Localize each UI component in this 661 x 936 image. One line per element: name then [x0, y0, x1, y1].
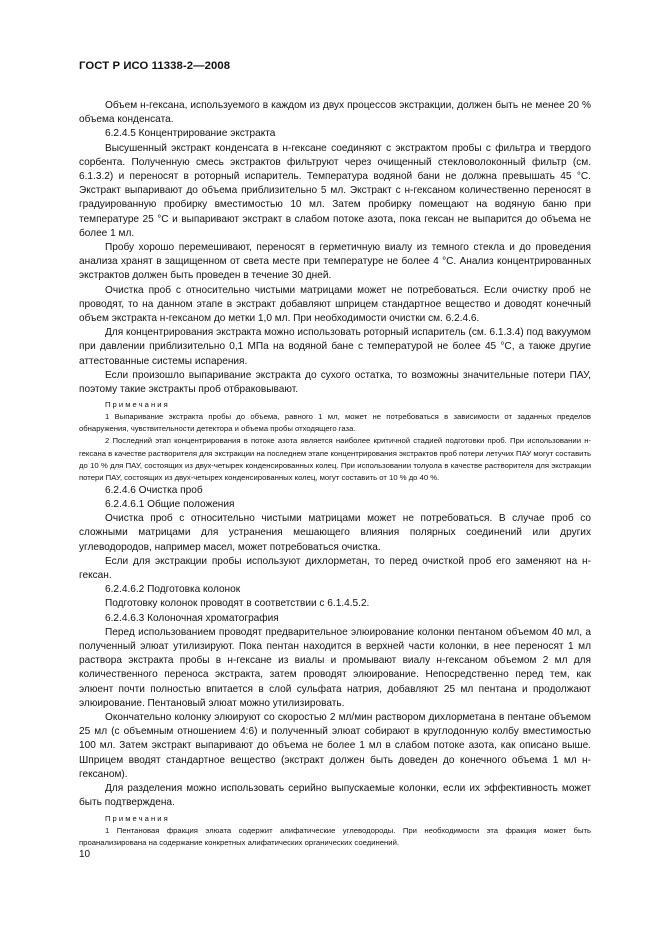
- paragraph: Очистка проб с относительно чистыми матрицами может не потребоваться. В случае проб со сложными матрицами для устранения мешающего влияния полярных соединений или других углеводородов, например масел, может потребоваться очистка.: [79, 513, 591, 553]
- paragraph: Объем н-гексана, используемого в каждом из двух процессов экстракции, должен быть не менее 20 % объема конденсата.: [79, 100, 591, 126]
- note-item: 1 Выпаривание экстракта пробы до объема, равного 1 мл, может не потребоваться в зависимости от заданных пределов обнаружения, чувствительности детектора и объема пробы отходящего газа.: [79, 412, 591, 434]
- paragraph: Пробу хорошо перемешивают, переносят в герметичную виалу из темного стекла и до проведения анализа хранят в защищенном от света месте при температуре не более 4 °С. Анализ концентрированных экстрактов должен быть проведен в течение 30 дней.: [79, 242, 591, 282]
- paragraph: Если произошло выпаривание экстракта до сухого остатка, то возможны значительные потери ПАУ, поэтому такие экстракты проб отбраковывают.: [79, 369, 591, 396]
- section-heading: 6.2.4.6.3 Колоночная хроматография: [105, 612, 279, 624]
- paragraph: Окончательно колонку элюируют со скоростью 2 мл/мин раствором дихлорметана в пентане объемом 25 мл (с объемным отношением 4:6) и полученный элюат собирают в круглодонную колбу вместимостью 100 мл. Затем экстракт выпаривают до объема не более 1 мл в слабом потоке азота, как описано выше. Шприцем вводят стандартное вещество (экстракт должен быть доведен до конечного объема 1 мл н-гексаном).: [79, 712, 591, 780]
- paragraph: Если для экстракции пробы используют дихлорметан, то перед очисткой проб его заменяют на н-гексан.: [79, 555, 591, 582]
- document-body: [79, 99, 591, 849]
- paragraph: Для разделения можно использовать серийно выпускаемые колонки, если их эффективность может быть подтверждена.: [79, 783, 591, 809]
- document-header: ГОСТ Р ИСО 11338-2—2008: [79, 60, 231, 72]
- paragraph: Перед использованием проводят предварительное элюирование колонки пентаном объемом 40 мл, а полученный элюат утилизируют. Пока пентан находится в верхней части колонки, в нее переносят 1 мл раствора экстракта пробы в н-гексане из виалы и промывают виалу н-гексаном объемом 2 мл для количественного переноса экстракта, затем проводят элюирование. Непосредственно перед тем, как элюент почти полностью впитается в слой сульфата натрия, добавляют 25 мл пентана и продолжают элюирование. Пентановый элюат можно утилизировать.: [79, 626, 591, 709]
- paragraph: Для концентрирования экстракта можно использовать роторный испаритель (см. 6.1.3.4) под вакуумом при давлении приблизительно 0,1 МПа на водяной бане с температурой не более 45 °С, а также другие аттестованные системы испарения.: [79, 327, 591, 367]
- paragraph: Высушенный экстракт конденсата в н-гексане соединяют с экстрактом пробы с фильтра и твердого сорбента. Полученную смесь экстрактов фильтруют через очищенный стекловолоконный фильтр (см. 6.1.3.2) и переносят в роторный испаритель. Температура водяной бани не должна превышать 45 °С. Экстракт выпаривают до объема приблизительно 5 мл. Экстракт с н-гексаном количественно переносят в градуированную пробирку вместимостью 10 мл. Затем пробирку помещают на водяную баню при температуре 25 °С и выпаривают экстракт в слабом потоке азота, пока гексан не выпарится до объема не более 1 мл.: [79, 142, 591, 239]
- note-item: 2 Последний этап концентрирования в потоке азота является наиболее критичной стадией подготовки проб. При использовании н-гексана в качестве растворителя для экстракции на последнем этапе концентрирования экстрактов проб потери летучих ПАУ могут составить до 10 % для ПАУ, состоящих из двух-четырех конденсированных колец. При использовании толуола в качестве растворителя для экстракции потери ПАУ, состоящих из двух-четырех конденсированных колец, могут составить от 10 % до 40 %.: [79, 436, 591, 482]
- paragraph: Очистка проб с относительно чистыми матрицами может не потребоваться. Если очистку проб не проводят, то на данном этапе в экстракт добавляют шприцем стандартное вещество и доводят конечный объем экстракта н-гексаном до метки 1,0 мл. При необходимости очистки см. 6.2.4.6.: [79, 284, 591, 325]
- section-heading: 6.2.4.6.1 Общие положения: [105, 499, 235, 511]
- note-item: 1 Пентановая фракция элюата содержит алифатические углеводороды. При необходимости эта фракция может быть проанализирована на содержание конкретных алифатических органических соединений.: [79, 825, 591, 847]
- paragraph: Подготовку колонок проводят в соответствии с 6.1.4.5.2.: [105, 598, 370, 610]
- page-number: 10: [79, 849, 91, 860]
- notes-heading: Примечания: [105, 400, 170, 410]
- section-heading: 6.2.4.6.2 Подготовка колонок: [105, 584, 241, 596]
- section-heading: 6.2.4.5 Концентрирование экстракта: [105, 128, 276, 140]
- notes-heading: Примечания: [105, 813, 170, 823]
- section-heading: 6.2.4.6 Очистка проб: [105, 484, 203, 496]
